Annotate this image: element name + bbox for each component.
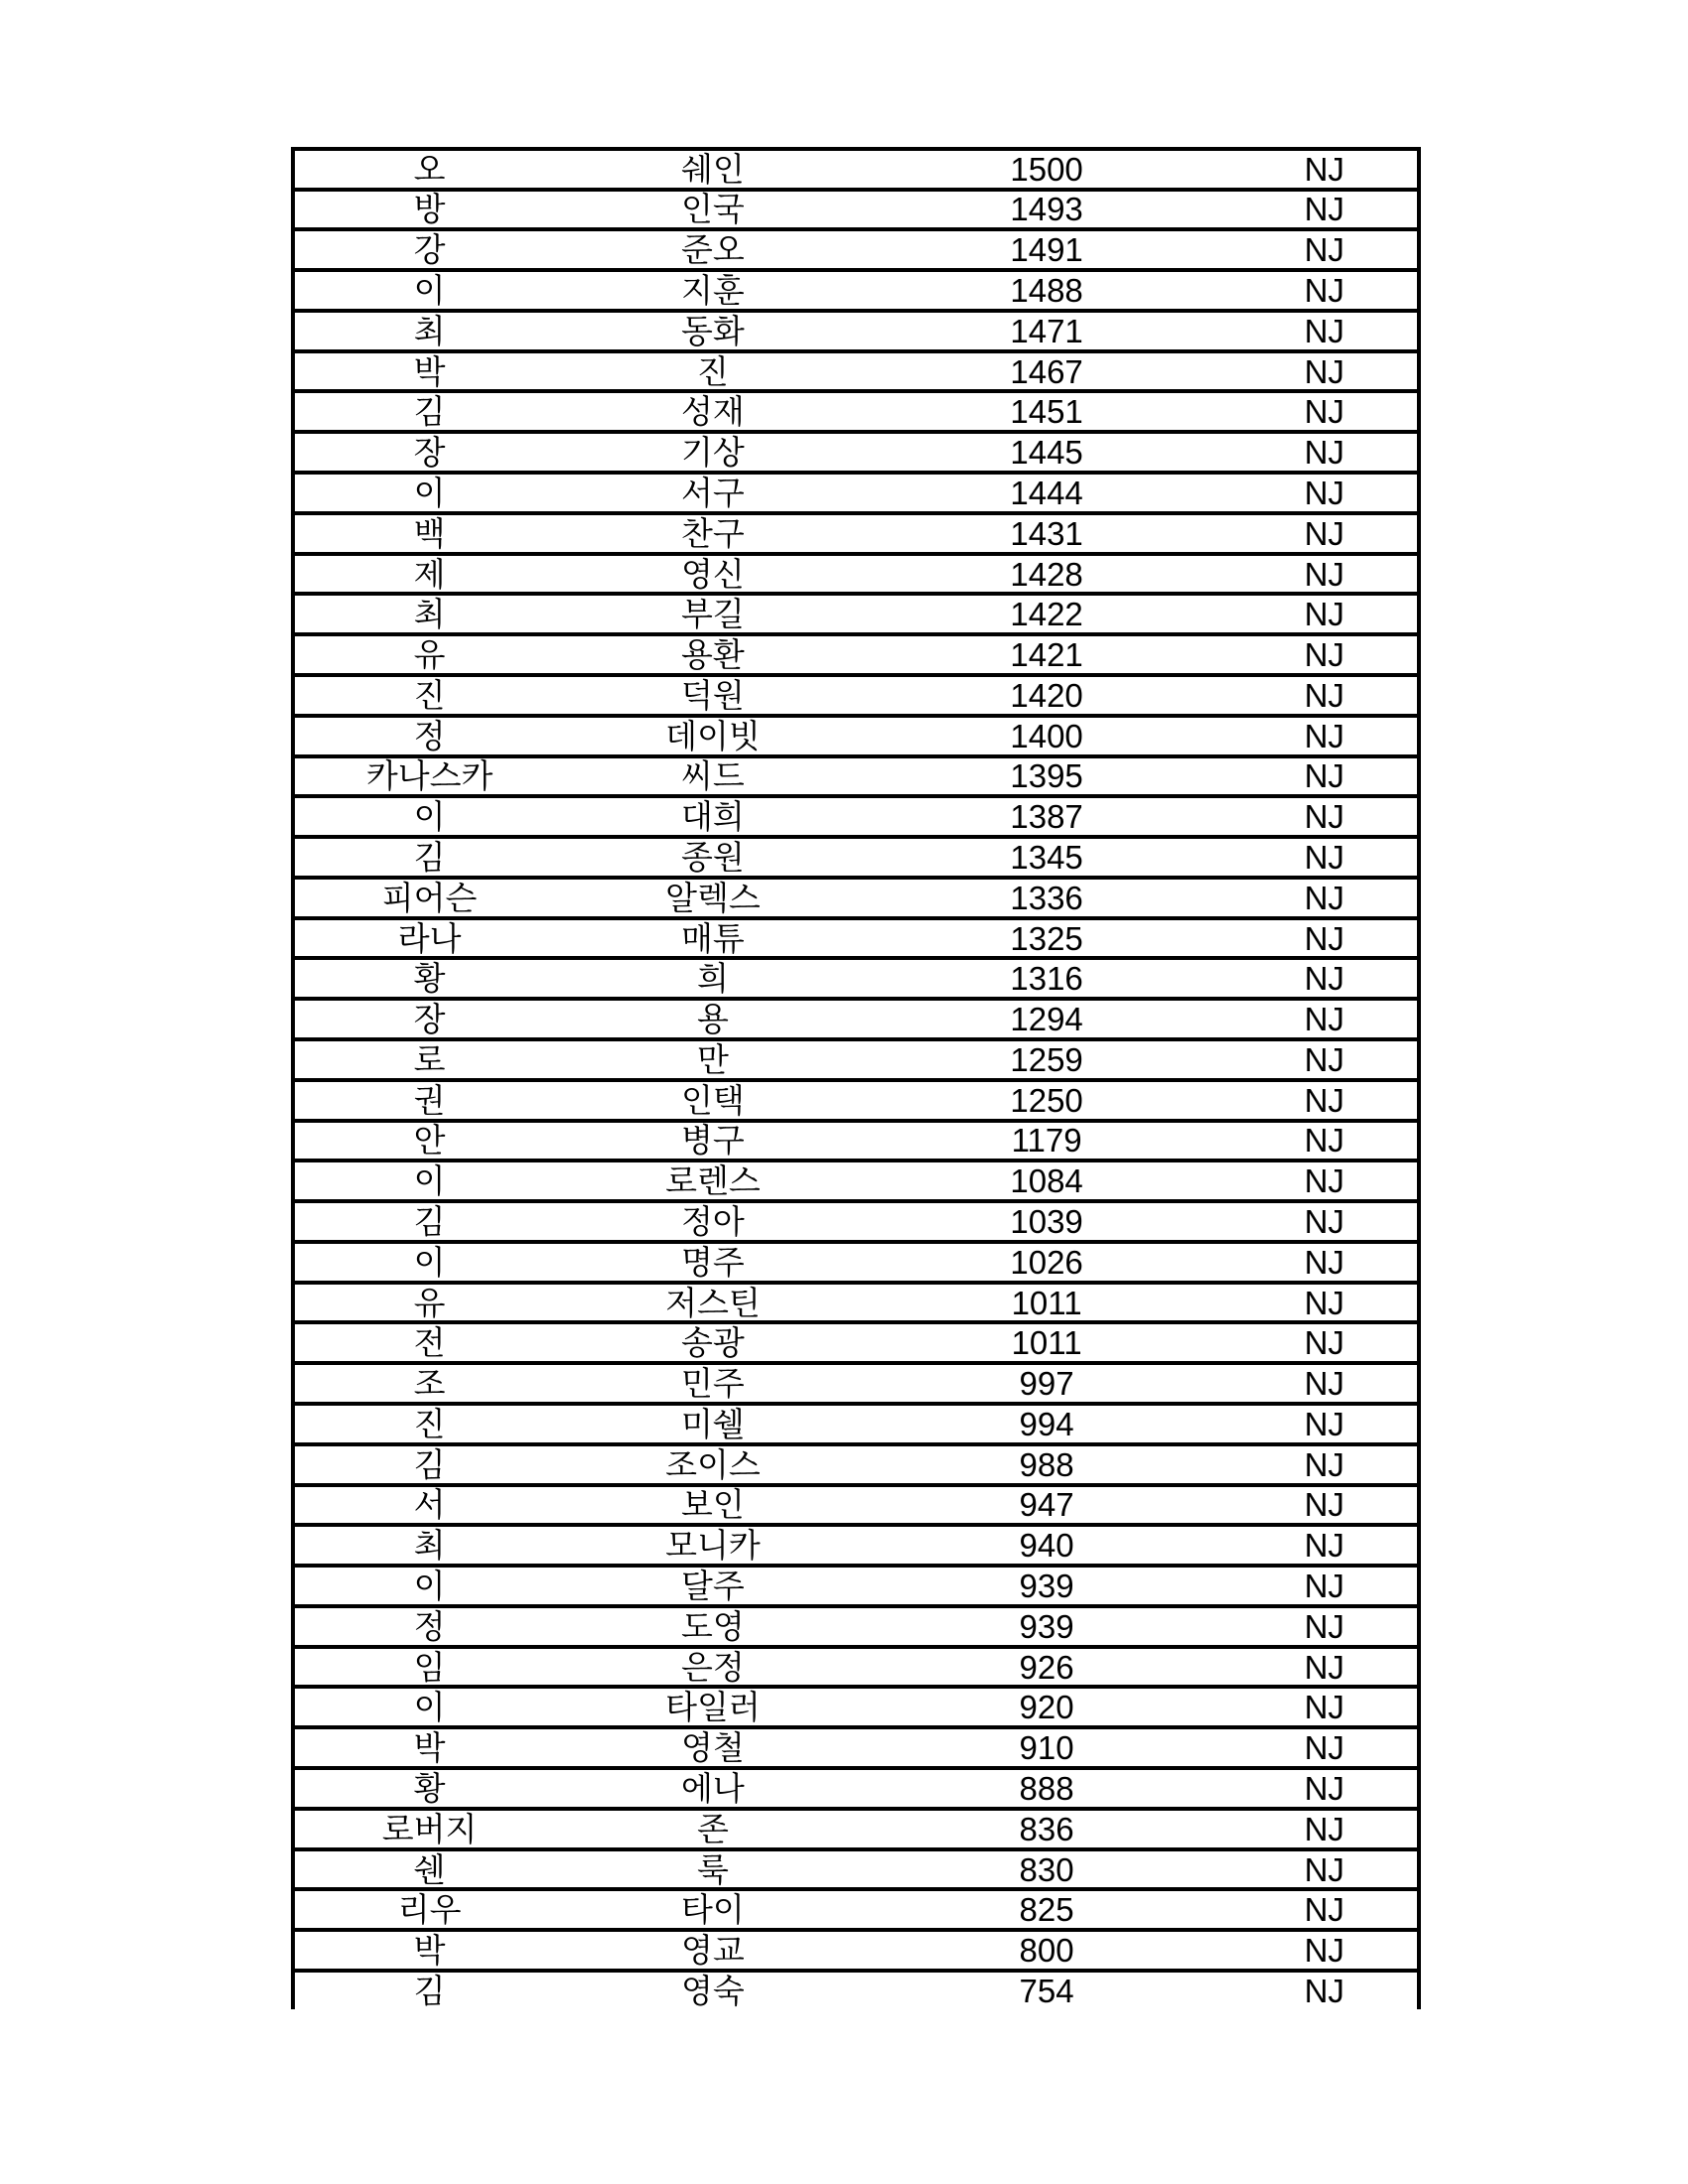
roster-table xyxy=(291,147,1421,2009)
table-row xyxy=(295,473,1417,513)
given-name-cell: 모니카 xyxy=(665,1527,761,1565)
table-row xyxy=(295,1971,1417,2009)
rating-cell: 1011 xyxy=(1011,1284,1082,1321)
state-cell: NJ xyxy=(1304,191,1344,228)
state-cell: NJ xyxy=(1304,1365,1344,1403)
surname-cell: 강 xyxy=(413,231,446,269)
table-row xyxy=(295,190,1417,230)
state-cell: NJ xyxy=(1304,798,1344,836)
table-row xyxy=(295,1930,1417,1971)
rating-cell: 940 xyxy=(1019,1527,1074,1565)
table-row xyxy=(295,837,1417,878)
state-cell: NJ xyxy=(1304,1850,1344,1888)
rating-cell: 1294 xyxy=(1010,1001,1083,1038)
surname-cell: 이 xyxy=(413,798,446,836)
surname-cell: 카나스카 xyxy=(365,757,493,795)
table-row xyxy=(295,1727,1417,1768)
surname-cell: 이 xyxy=(413,1243,446,1281)
state-cell: NJ xyxy=(1304,676,1344,714)
surname-cell: 방 xyxy=(413,191,446,228)
given-name-cell: 보인 xyxy=(681,1486,745,1524)
state-cell: NJ xyxy=(1304,1081,1344,1119)
rating-cell: 997 xyxy=(1019,1365,1074,1403)
given-name-cell: 지훈 xyxy=(681,272,745,310)
surname-cell: 장 xyxy=(413,1001,446,1038)
surname-cell: 쉔 xyxy=(413,1850,446,1888)
rating-cell: 1387 xyxy=(1010,798,1083,836)
surname-cell: 최 xyxy=(413,312,446,349)
given-name-cell: 데이빗 xyxy=(665,717,761,754)
surname-cell: 진 xyxy=(413,676,446,714)
table-row xyxy=(295,1485,1417,1526)
table-row xyxy=(295,1160,1417,1201)
surname-cell: 박 xyxy=(413,1729,446,1767)
table-row xyxy=(295,1809,1417,1849)
state-cell: NJ xyxy=(1304,1891,1344,1929)
state-cell: NJ xyxy=(1304,352,1344,390)
surname-cell: 리우 xyxy=(397,1891,462,1929)
rating-cell: 1039 xyxy=(1010,1203,1083,1240)
rating-cell: 910 xyxy=(1019,1729,1074,1767)
table-row xyxy=(295,1283,1417,1323)
rating-cell: 1428 xyxy=(1010,555,1083,593)
surname-cell: 유 xyxy=(413,1284,446,1321)
table-row xyxy=(295,1687,1417,1727)
surname-cell: 전 xyxy=(413,1324,446,1362)
given-name-cell: 기상 xyxy=(681,434,745,472)
rating-cell: 825 xyxy=(1019,1891,1074,1929)
given-name-cell: 병구 xyxy=(681,1122,745,1160)
given-name-cell: 서구 xyxy=(681,474,745,511)
given-name-cell: 저스틴 xyxy=(665,1284,761,1321)
rating-cell: 1336 xyxy=(1010,879,1083,916)
table-row xyxy=(295,1242,1417,1283)
table-row xyxy=(295,1322,1417,1363)
rating-cell: 888 xyxy=(1019,1769,1074,1807)
state-cell: NJ xyxy=(1304,1486,1344,1524)
given-name-cell: 대희 xyxy=(681,798,745,836)
surname-cell: 최 xyxy=(413,1527,446,1565)
state-cell: NJ xyxy=(1304,1324,1344,1362)
rating-cell: 1467 xyxy=(1010,352,1083,390)
surname-cell: 제 xyxy=(413,555,446,593)
given-name-cell: 인택 xyxy=(681,1081,745,1119)
rating-cell: 1451 xyxy=(1010,393,1083,431)
table-row xyxy=(295,391,1417,432)
given-name-cell: 민주 xyxy=(681,1365,745,1403)
state-cell: NJ xyxy=(1304,960,1344,998)
rating-cell: 830 xyxy=(1019,1850,1074,1888)
rating-cell: 1400 xyxy=(1010,717,1083,754)
given-name-cell: 만 xyxy=(696,1040,729,1078)
given-name-cell: 존 xyxy=(696,1810,729,1847)
surname-cell: 백 xyxy=(413,514,446,552)
given-name-cell: 종원 xyxy=(681,838,745,876)
table-row xyxy=(295,1647,1417,1688)
state-cell: NJ xyxy=(1304,1040,1344,1078)
surname-cell: 이 xyxy=(413,272,446,310)
table-row xyxy=(295,1849,1417,1890)
surname-cell: 정 xyxy=(413,1607,446,1645)
given-name-cell: 인국 xyxy=(681,191,745,228)
table-row xyxy=(295,1404,1417,1444)
state-cell: NJ xyxy=(1304,312,1344,349)
rating-cell: 994 xyxy=(1019,1405,1074,1442)
rating-cell: 754 xyxy=(1019,1972,1074,2009)
surname-cell: 피어슨 xyxy=(381,879,478,916)
table-row xyxy=(295,1606,1417,1647)
table-row xyxy=(295,1889,1417,1930)
rating-cell: 939 xyxy=(1019,1568,1074,1605)
given-name-cell: 성재 xyxy=(681,393,745,431)
state-cell: NJ xyxy=(1304,1769,1344,1807)
state-cell: NJ xyxy=(1304,879,1344,916)
given-name-cell: 찬구 xyxy=(681,514,745,552)
rating-cell: 1345 xyxy=(1010,838,1083,876)
table-row xyxy=(295,1525,1417,1566)
surname-cell: 이 xyxy=(413,1162,446,1200)
state-cell: NJ xyxy=(1304,514,1344,552)
rating-cell: 836 xyxy=(1019,1810,1074,1847)
surname-cell: 이 xyxy=(413,1689,446,1726)
table-row xyxy=(295,151,1417,190)
surname-cell: 조 xyxy=(413,1365,446,1403)
state-cell: NJ xyxy=(1304,1810,1344,1847)
table-row xyxy=(295,1121,1417,1161)
rating-cell: 1179 xyxy=(1011,1122,1082,1160)
state-cell: NJ xyxy=(1304,596,1344,633)
table-row xyxy=(295,918,1417,959)
surname-cell: 황 xyxy=(413,960,446,998)
state-cell: NJ xyxy=(1304,1932,1344,1970)
rating-cell: 1011 xyxy=(1011,1324,1082,1362)
surname-cell: 권 xyxy=(413,1081,446,1119)
table-row xyxy=(295,594,1417,634)
table-row xyxy=(295,1080,1417,1121)
state-cell: NJ xyxy=(1304,1203,1344,1240)
surname-cell: 최 xyxy=(413,596,446,633)
given-name-cell: 부길 xyxy=(681,596,745,633)
surname-cell: 진 xyxy=(413,1405,446,1442)
table-row xyxy=(295,716,1417,756)
table-row xyxy=(295,675,1417,716)
given-name-cell: 조이스 xyxy=(665,1445,761,1483)
rating-cell: 1420 xyxy=(1010,676,1083,714)
table-row xyxy=(295,756,1417,797)
given-name-cell: 희 xyxy=(696,960,729,998)
state-cell: NJ xyxy=(1304,636,1344,674)
given-name-cell: 미쉘 xyxy=(681,1405,745,1442)
given-name-cell: 쉐인 xyxy=(681,151,745,188)
surname-cell: 김 xyxy=(413,1445,446,1483)
surname-cell: 김 xyxy=(413,838,446,876)
rating-cell: 1250 xyxy=(1010,1081,1083,1119)
surname-cell: 이 xyxy=(413,474,446,511)
table-row xyxy=(295,1444,1417,1485)
rating-cell: 1500 xyxy=(1010,151,1083,188)
state-cell: NJ xyxy=(1304,757,1344,795)
given-name-cell: 영신 xyxy=(681,555,745,593)
state-cell: NJ xyxy=(1304,555,1344,593)
given-name-cell: 타일러 xyxy=(665,1689,761,1726)
table-row xyxy=(295,270,1417,311)
state-cell: NJ xyxy=(1304,1445,1344,1483)
table-row xyxy=(295,958,1417,999)
given-name-cell: 영숙 xyxy=(681,1972,745,2009)
given-name-cell: 진 xyxy=(696,352,729,390)
rating-cell: 1488 xyxy=(1010,272,1083,310)
given-name-cell: 은정 xyxy=(681,1648,745,1686)
rating-cell: 1395 xyxy=(1010,757,1083,795)
given-name-cell: 영철 xyxy=(681,1729,745,1767)
rating-cell: 800 xyxy=(1019,1932,1074,1970)
given-name-cell: 덕원 xyxy=(681,676,745,714)
surname-cell: 정 xyxy=(413,717,446,754)
roster-table-grid xyxy=(295,151,1417,2009)
rating-cell: 926 xyxy=(1019,1648,1074,1686)
surname-cell: 라나 xyxy=(397,919,462,957)
rating-cell: 1431 xyxy=(1010,514,1083,552)
table-row xyxy=(295,554,1417,595)
given-name-cell: 달주 xyxy=(681,1568,745,1605)
surname-cell: 김 xyxy=(413,1203,446,1240)
state-cell: NJ xyxy=(1304,151,1344,188)
given-name-cell: 알렉스 xyxy=(665,879,761,916)
given-name-cell: 타이 xyxy=(681,1891,745,1929)
table-row xyxy=(295,796,1417,837)
surname-cell: 장 xyxy=(413,434,446,472)
rating-cell: 920 xyxy=(1019,1689,1074,1726)
given-name-cell: 매튜 xyxy=(681,919,745,957)
rating-cell: 939 xyxy=(1019,1607,1074,1645)
state-cell: NJ xyxy=(1304,1568,1344,1605)
table-row xyxy=(295,1039,1417,1080)
table-row xyxy=(295,999,1417,1039)
surname-cell: 김 xyxy=(413,1972,446,2009)
state-cell: NJ xyxy=(1304,434,1344,472)
rating-cell: 1084 xyxy=(1010,1162,1083,1200)
table-row xyxy=(295,513,1417,554)
state-cell: NJ xyxy=(1304,838,1344,876)
surname-cell: 유 xyxy=(413,636,446,674)
table-row xyxy=(295,878,1417,918)
surname-cell: 로버지 xyxy=(381,1810,478,1847)
rating-cell: 1316 xyxy=(1010,960,1083,998)
surname-cell: 황 xyxy=(413,1769,446,1807)
state-cell: NJ xyxy=(1304,474,1344,511)
given-name-cell: 씨드 xyxy=(681,757,745,795)
table-row xyxy=(295,634,1417,675)
state-cell: NJ xyxy=(1304,1243,1344,1281)
state-cell: NJ xyxy=(1304,1729,1344,1767)
given-name-cell: 로렌스 xyxy=(665,1162,761,1200)
state-cell: NJ xyxy=(1304,1972,1344,2009)
rating-cell: 1421 xyxy=(1010,636,1083,674)
state-cell: NJ xyxy=(1304,717,1344,754)
table-row xyxy=(295,311,1417,351)
rating-cell: 1325 xyxy=(1010,919,1083,957)
state-cell: NJ xyxy=(1304,1527,1344,1565)
state-cell: NJ xyxy=(1304,1162,1344,1200)
table-row xyxy=(295,1768,1417,1809)
state-cell: NJ xyxy=(1304,1648,1344,1686)
state-cell: NJ xyxy=(1304,1122,1344,1160)
state-cell: NJ xyxy=(1304,272,1344,310)
rating-cell: 1422 xyxy=(1010,596,1083,633)
rating-cell: 1471 xyxy=(1010,312,1083,349)
surname-cell: 오 xyxy=(413,151,446,188)
rating-cell: 988 xyxy=(1019,1445,1074,1483)
table-row xyxy=(295,1363,1417,1404)
rating-cell: 1491 xyxy=(1010,231,1083,269)
table-row xyxy=(295,1201,1417,1242)
state-cell: NJ xyxy=(1304,919,1344,957)
given-name-cell: 용 xyxy=(696,1001,729,1038)
rating-cell: 947 xyxy=(1019,1486,1074,1524)
state-cell: NJ xyxy=(1304,1284,1344,1321)
given-name-cell: 룩 xyxy=(696,1850,729,1888)
surname-cell: 서 xyxy=(413,1486,446,1524)
state-cell: NJ xyxy=(1304,1001,1344,1038)
given-name-cell: 동화 xyxy=(681,312,745,349)
surname-cell: 박 xyxy=(413,352,446,390)
table-row xyxy=(295,351,1417,392)
surname-cell: 로 xyxy=(413,1040,446,1078)
table-row xyxy=(295,432,1417,473)
surname-cell: 임 xyxy=(413,1648,446,1686)
state-cell: NJ xyxy=(1304,1689,1344,1726)
surname-cell: 박 xyxy=(413,1932,446,1970)
given-name-cell: 도영 xyxy=(681,1607,745,1645)
rating-cell: 1026 xyxy=(1010,1243,1083,1281)
state-cell: NJ xyxy=(1304,231,1344,269)
given-name-cell: 명주 xyxy=(681,1243,745,1281)
rating-cell: 1445 xyxy=(1010,434,1083,472)
state-cell: NJ xyxy=(1304,1405,1344,1442)
rating-cell: 1259 xyxy=(1010,1040,1083,1078)
surname-cell: 안 xyxy=(413,1122,446,1160)
rating-cell: 1493 xyxy=(1010,191,1083,228)
given-name-cell: 송광 xyxy=(681,1324,745,1362)
rating-cell: 1444 xyxy=(1010,474,1083,511)
given-name-cell: 정아 xyxy=(681,1203,745,1240)
given-name-cell: 영교 xyxy=(681,1932,745,1970)
table-row xyxy=(295,1566,1417,1606)
state-cell: NJ xyxy=(1304,1607,1344,1645)
state-cell: NJ xyxy=(1304,393,1344,431)
given-name-cell: 에나 xyxy=(681,1769,745,1807)
surname-cell: 이 xyxy=(413,1568,446,1605)
surname-cell: 김 xyxy=(413,393,446,431)
given-name-cell: 준오 xyxy=(681,231,745,269)
given-name-cell: 용환 xyxy=(681,636,745,674)
table-row xyxy=(295,229,1417,270)
